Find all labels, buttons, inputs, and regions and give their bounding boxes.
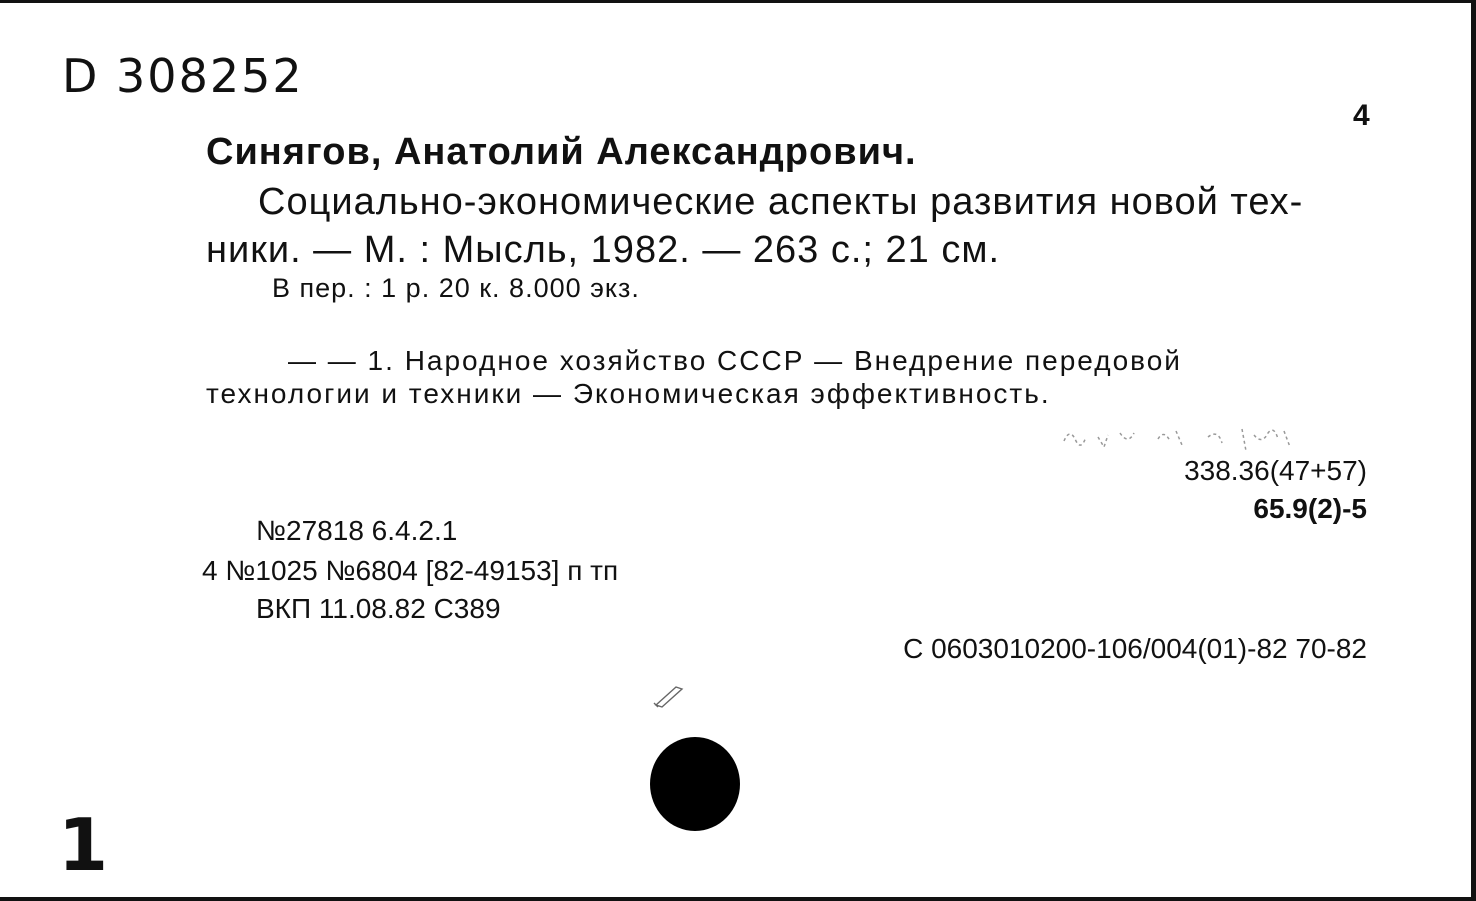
pencil-mark — [650, 679, 686, 709]
author-heading: Синягов, Анатолий Александрович. — [206, 131, 917, 173]
classification-index: 338.36(47+57) — [1184, 455, 1367, 486]
bbk-index: 65.9(2)-5 — [1253, 493, 1367, 524]
record-line-3: ВКП 11.08.82 С389 — [256, 593, 501, 624]
price-line: В пер. : 1 р. 20 к. 8.000 экз. — [272, 273, 640, 303]
card-number: 4 — [1353, 99, 1370, 132]
subject-line-2: технологии и техники — Экономическая эффективность. — [206, 378, 1051, 409]
call-number: D 308252 — [62, 49, 304, 103]
record-line-1: №27818 6.4.2.1 — [256, 515, 458, 546]
sequence-mark: 1 — [58, 803, 109, 887]
title-line-1: Социально-экономические аспекты развития новой тех- — [258, 181, 1304, 223]
subject-line-1: — — 1. Народное хозяйство СССР — Внедрение передовой — [288, 345, 1182, 376]
title-line-2: ники. — М. : Мысль, 1982. — 263 с.; 21 см. — [206, 229, 1001, 271]
record-line-2: 4 №1025 №6804 [82-49153] п тп — [202, 555, 619, 586]
faint-stamp-mark — [1058, 419, 1298, 457]
publisher-code-line: С 0603010200-106/004(01)-82 70-82 — [903, 633, 1367, 664]
punch-hole — [650, 737, 740, 831]
